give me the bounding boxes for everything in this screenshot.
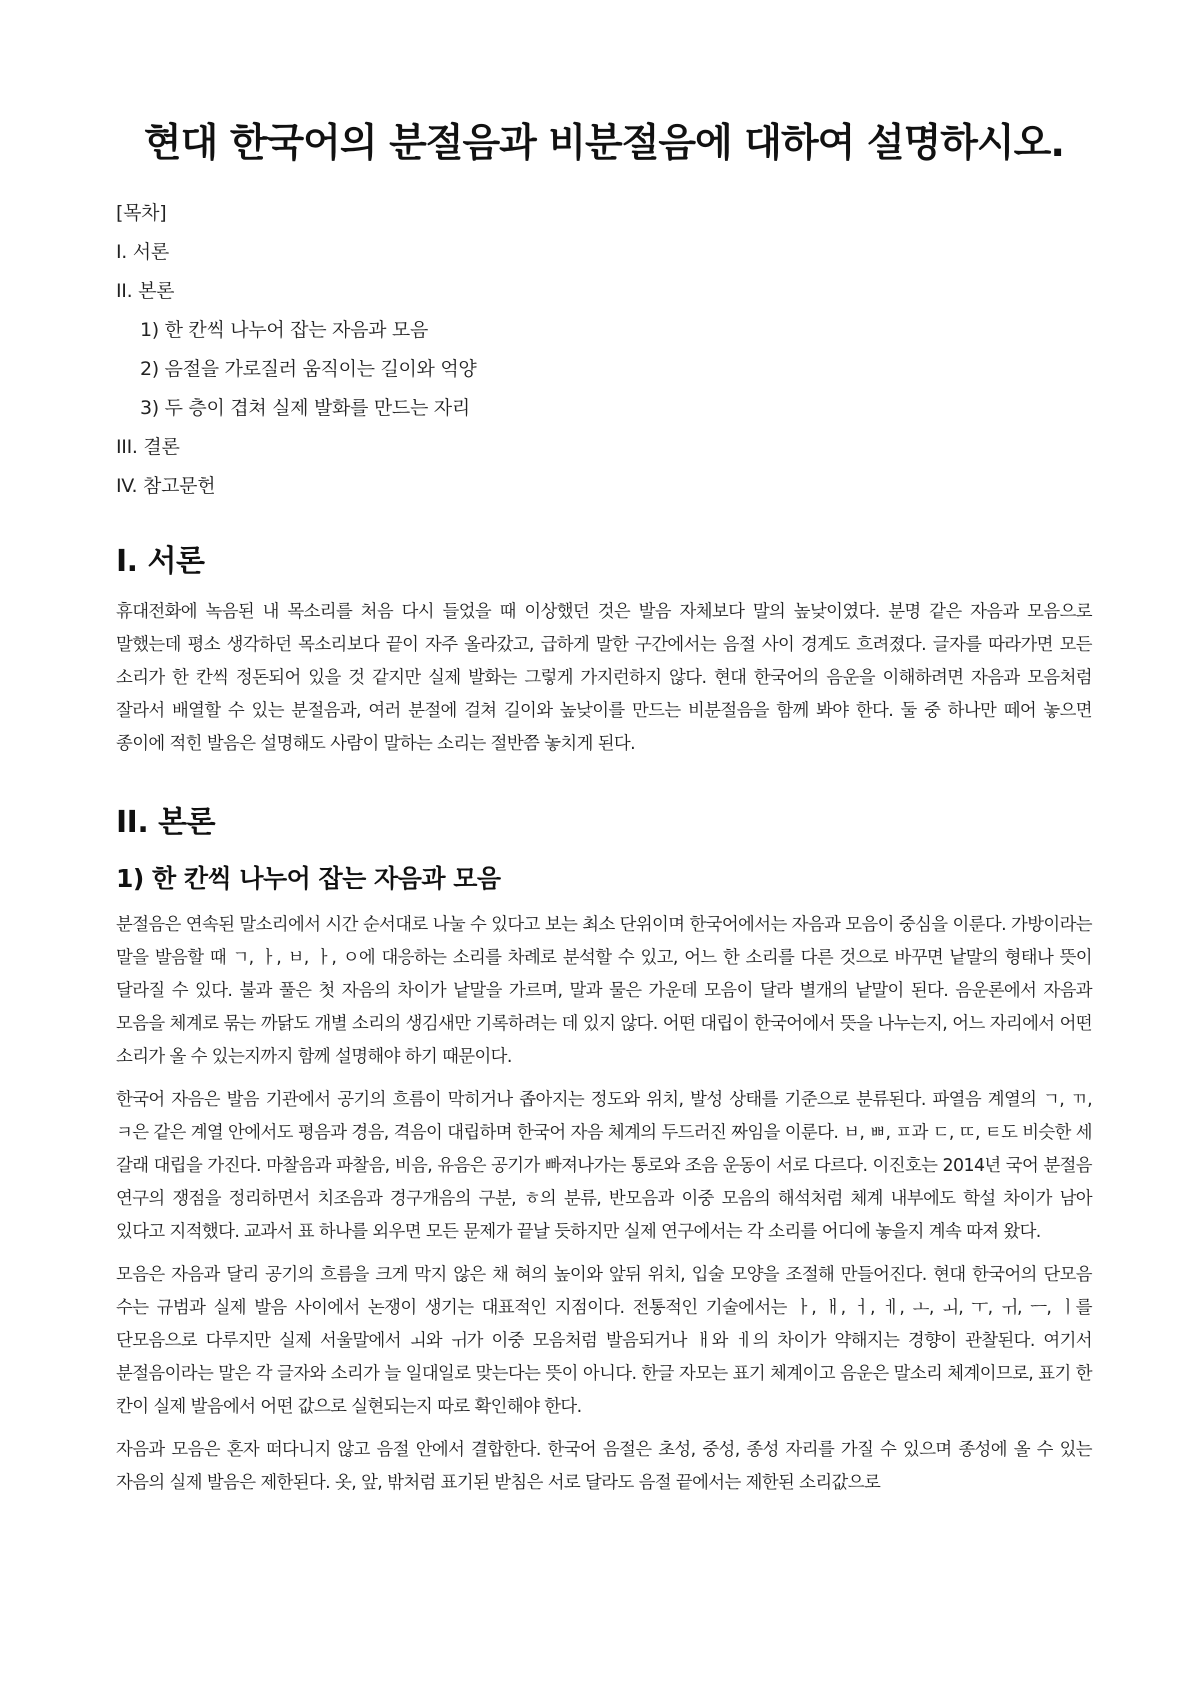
intro-paragraph: 휴대전화에 녹음된 내 목소리를 처음 다시 들었을 때 이상했던 것은 발음 자체보다 말의 높낮이였다. 분명 같은 자음과 모음으로 말했는데 평소 생각하던 목소리보다 끝이 자주 올라갔고, 급하게 말한 구간에서는 음절 사이 경계도 흐려졌다. 글자를 따라가면 모든 소리가 한 칸씩 정돈되어 있을 것 같지만 실제 발화는 그렇게 가지런하지 않다. 현대 한국어의 음운을 이해하려면 자음과 모음처럼 잘라서 배열할 수 있는 분절음과, 여러 분절에 걸쳐 길이와 높낮이를 만드는 비분절음을 함께 봐야 한다. 둘 중 하나만 떼어 놓으면 종이에 적힌 발음은 설명해도 사람이 말하는 소리는 절반쯤 놓치게 된다. bbox=[116, 602, 1092, 754]
table-of-contents bbox=[116, 194, 1092, 506]
section-heading-intro: I. 서론 bbox=[116, 544, 205, 579]
subsection-1 bbox=[116, 859, 1092, 1500]
document-title: 현대 한국어의 분절음과 비분절음에 대하여 설명하시오. bbox=[143, 121, 1065, 166]
toc-item-body-3: 3) 두 층이 겹쳐 실제 발화를 만드는 자리 bbox=[140, 397, 470, 419]
intro-section bbox=[116, 536, 1092, 761]
toc-item-conclusion: III. 결론 bbox=[116, 436, 180, 458]
body-paragraph: 한국어 자음은 발음 기관에서 공기의 흐름이 막히거나 좁아지는 정도와 위치, 발성 상태를 기준으로 분류된다. 파열음 계열의 ㄱ, ㄲ, ㅋ은 같은 계열 안에서도 평음과 경음, 격음이 대립하며 한국어 자음 체계의 두드러진 짜임을 이룬다. ㅂ, ㅃ, ㅍ과 ㄷ, ㄸ, ㅌ도 비슷한 세 갈래 대립을 가진다. 마찰음과 파찰음, 비음, 유음은 공기가 빠져나가는 통로와 조음 운동이 서로 다르다. 이진호는 2014년 국어 분절음 연구의 쟁점을 정리하면서 치조음과 경구개음의 구분, ㅎ의 분류, 반모음과 이중 모음의 해석처럼 체계 내부에도 학설 차이가 남아 있다고 지적했다. 교과서 표 하나를 외우면 모든 문제가 끝날 듯하지만 실제 연구에서는 각 소리를 어디에 놓을지 계속 따져 왔다. bbox=[116, 1090, 1092, 1242]
body-paragraph: 모음은 자음과 달리 공기의 흐름을 크게 막지 않은 채 혀의 높이와 앞뒤 위치, 입술 모양을 조절해 만들어진다. 현대 한국어의 단모음 수는 규범과 실제 발음 사이에서 논쟁이 생기는 대표적인 지점이다. 전통적인 기술에서는 ㅏ, ㅐ, ㅓ, ㅔ, ㅗ, ㅚ, ㅜ, ㅟ, ㅡ, ㅣ를 단모음으로 다루지만 실제 서울말에서 ㅚ와 ㅟ가 이중 모음처럼 발음되거나 ㅐ와 ㅔ의 차이가 약해지는 경향이 관찰된다. 여기서 분절음이라는 말은 각 글자와 소리가 늘 일대일로 맞는다는 뜻이 아니다. 한글 자모는 표기 체계이고 음운은 말소리 체계이므로, 표기 한 칸이 실제 발음에서 어떤 값으로 실현되는지 따로 확인해야 한다. bbox=[116, 1265, 1092, 1417]
toc-item-body-2: 2) 음절을 가로질러 움직이는 길이와 억양 bbox=[140, 358, 477, 380]
toc-item-intro: I. 서론 bbox=[116, 241, 169, 263]
toc-header: [목차] bbox=[116, 202, 167, 224]
subsection-heading-1: 1) 한 칸씩 나누어 잡는 자음과 모음 bbox=[116, 864, 501, 893]
body-paragraph: 자음과 모음은 혼자 떠다니지 않고 음절 안에서 결합한다. 한국어 음절은 초성, 중성, 종성 자리를 가질 수 있으며 종성에 올 수 있는 자음의 실제 발음은 제한된다. 옷, 앞, 밖처럼 표기된 받침은 서로 달라도 음절 끝에서는 제한된 소리값으로 bbox=[116, 1440, 1092, 1493]
toc-item-references: IV. 참고문헌 bbox=[116, 475, 216, 497]
body-section bbox=[116, 797, 1092, 1500]
body-paragraph: 분절음은 연속된 말소리에서 시간 순서대로 나눌 수 있다고 보는 최소 단위이며 한국어에서는 자음과 모음이 중심을 이룬다. 가방이라는 말을 발음할 때 ㄱ, ㅏ, ㅂ, ㅏ, ㅇ에 대응하는 소리를 차례로 분석할 수 있고, 어느 한 소리를 다른 것으로 바꾸면 낱말의 형태나 뜻이 달라질 수 있다. 불과 풀은 첫 자음의 차이가 낱말을 가르며, 말과 물은 가운데 모음이 달라 별개의 낱말이 된다. 음운론에서 자음과 모음을 체계로 묶는 까닭도 개별 소리의 생김새만 기록하려는 데 있지 않다. 어떤 대립이 한국어에서 뜻을 나누는지, 어느 자리에서 어떤 소리가 올 수 있는지까지 함께 설명해야 하기 때문이다. bbox=[116, 915, 1092, 1067]
toc-item-body: II. 본론 bbox=[116, 280, 175, 302]
toc-item-body-1: 1) 한 칸씩 나누어 잡는 자음과 모음 bbox=[140, 319, 429, 341]
section-heading-body: II. 본론 bbox=[116, 805, 216, 840]
